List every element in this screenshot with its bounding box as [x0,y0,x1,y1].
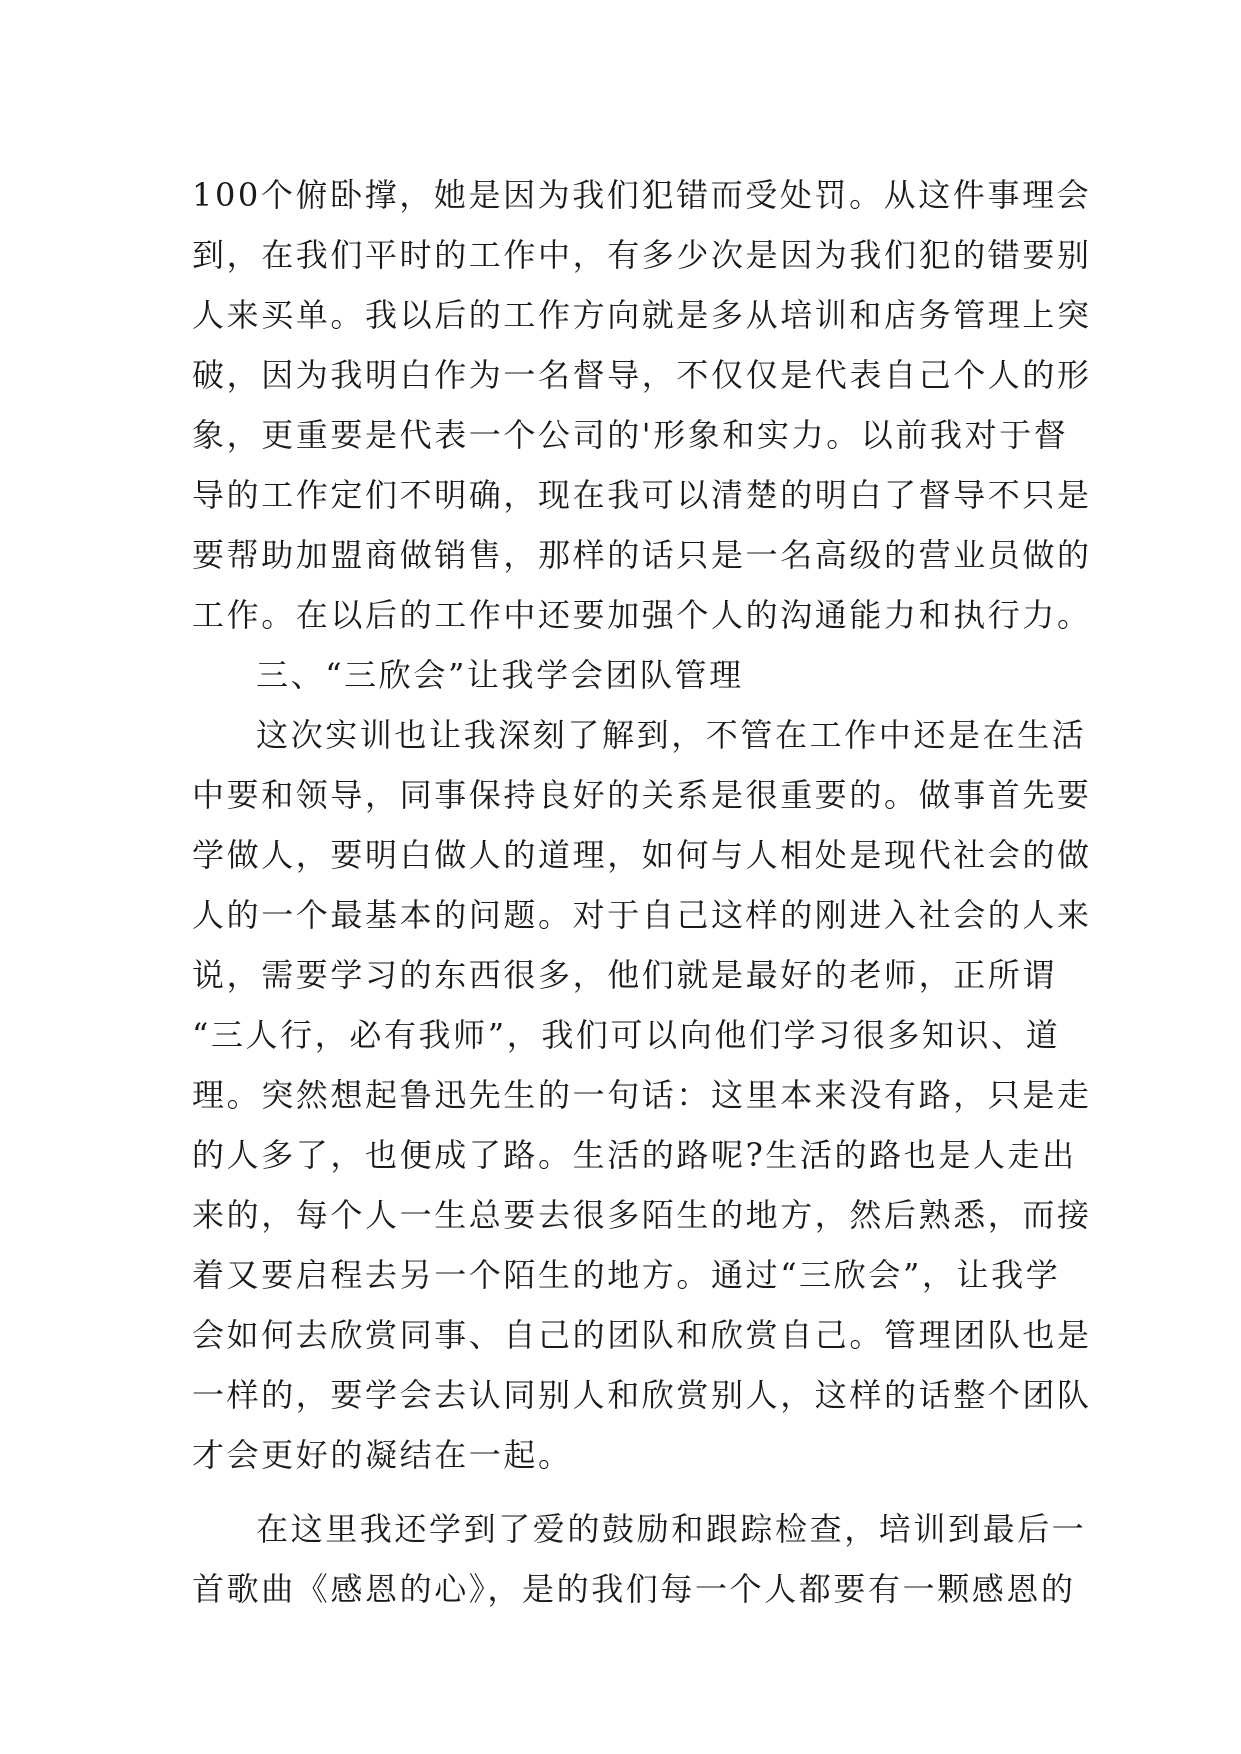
body-text-line: 理。突然想起鲁迅先生的一句话：这里本来没有路，只是走 [192,1076,1092,1114]
body-text-line: “三人行，必有我师”，我们可以向他们学习很多知识、道 [192,1016,1061,1054]
body-text-line: 象，更重要是代表一个公司的'形象和实力。以前我对于督 [192,416,1069,454]
body-text-line: 会如何去欣赏同事、自己的团队和欣赏自己。管理团队也是 [192,1316,1092,1354]
body-text-line: 人来买单。我以后的工作方向就是多从培训和店务管理上突 [192,296,1092,334]
body-text-line: 这次实训也让我深刻了解到，不管在工作中还是在生活 [256,716,1087,754]
body-text-line: 破，因为我明白作为一名督导，不仅仅是代表自己个人的形 [192,356,1092,394]
body-text-line: 人的一个最基本的问题。对于自己这样的刚进入社会的人来 [192,896,1092,934]
document-body [192,165,1092,1619]
body-text-line: 一样的，要学会去认同别人和欣赏别人，这样的话整个团队 [192,1376,1092,1414]
body-text-line: 到，在我们平时的工作中，有多少次是因为我们犯的错要别 [192,236,1092,274]
body-text-line: 工作。在以后的工作中还要加强个人的沟通能力和执行力。 [192,596,1092,634]
body-text-line: 着又要启程去另一个陌生的地方。通过“三欣会”，让我学 [192,1256,1061,1294]
body-text-line: 导的工作定们不明确，现在我可以清楚的明白了督导不只是 [192,476,1092,514]
body-text-line: 说，需要学习的东西很多，他们就是最好的老师，正所谓 [192,956,1058,994]
body-text-line: 要帮助加盟商做销售，那样的话只是一名高级的营业员做的 [192,536,1092,574]
body-text-line: 在这里我还学到了爱的鼓励和跟踪检查，培训到最后一 [256,1510,1087,1548]
body-text-line: 的人多了，也便成了路。生活的路呢?生活的路也是人走出 [192,1136,1077,1174]
body-text-line: 100个俯卧撑，她是因为我们犯错而受处罚。从这件事理会 [192,176,1092,214]
section-heading: 三、“三欣会”让我学会团队管理 [256,656,744,694]
body-text-line: 首歌曲《感恩的心》，是的我们每一个人都要有一颗感恩的 [192,1570,1076,1608]
body-text-line: 学做人，要明白做人的道理，如何与人相处是现代社会的做 [192,836,1092,874]
body-text-line: 才会更好的凝结在一起。 [192,1436,573,1474]
body-text-line: 中要和领导，同事保持良好的关系是很重要的。做事首先要 [192,776,1092,814]
body-text-line: 来的，每个人一生总要去很多陌生的地方，然后熟悉，而接 [192,1196,1092,1234]
